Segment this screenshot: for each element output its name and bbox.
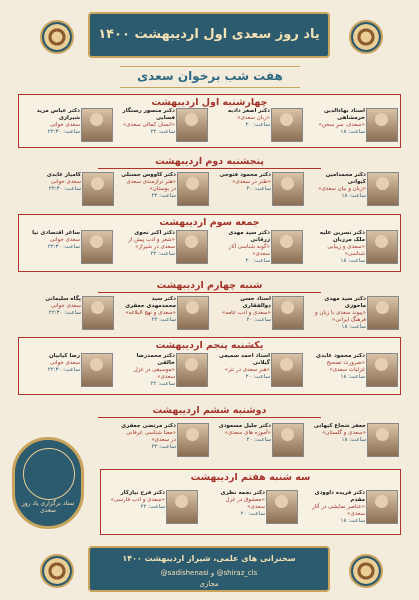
speaker-subject: سعدی خوانی — [49, 237, 80, 243]
footer-title: سخنرانی های علمی، شیراز اردیبهشت ۱۴۰۰ — [122, 554, 296, 563]
day-title: جمعه سوم اردیبهشت — [159, 217, 260, 228]
speaker-photo — [272, 423, 304, 457]
divider — [98, 168, 321, 169]
speaker-subject: «سعدی و زیبایی شناسی» — [327, 244, 365, 257]
speaker-time: ساعت: ۲۰ — [246, 437, 271, 443]
footer-mode: مجازی — [199, 580, 219, 588]
speaker-name: دکتر فرح نیازکار — [120, 490, 165, 496]
page-title: یاد روز سعدی اول اردیبهشت ۱۴۰۰ — [98, 27, 320, 42]
speaker-subject: سعدی خوانی — [49, 122, 80, 128]
speaker-name: دکتر نسرین علیه ملک مرزبان — [319, 230, 365, 243]
day-title: سه شنبه هفتم اردیبهشت — [190, 472, 311, 483]
speaker-time: ساعت: ۲۲ — [150, 381, 175, 387]
speaker-subject: «هنر سعدی در نثر» — [224, 367, 270, 373]
speaker-subject: «زبان سعدی» — [237, 115, 270, 121]
speaker-card — [25, 353, 113, 393]
speaker-subject: «هنر ترازمندی سعدی در بوستان» — [126, 179, 176, 192]
speaker-card — [120, 353, 208, 393]
speaker-name: دکتر محمود فتوحی — [219, 172, 271, 178]
speaker-card — [26, 296, 114, 336]
day-section — [18, 154, 401, 208]
footer-handles: @sadishenasi و @shiraz_cls — [160, 569, 258, 577]
speaker-photo — [81, 230, 113, 264]
speaker-subject: «سعدی و گلستان» — [321, 430, 366, 436]
speaker-photo — [271, 353, 303, 387]
speaker-time: ساعت: ۲۰ — [240, 511, 265, 517]
speaker-name: پگاه سلیمانی — [45, 296, 81, 302]
speaker-subject: «سعدی و ادب عامه» — [221, 310, 271, 316]
speaker-name: دکتر سید مهدی زرقانی — [228, 230, 270, 243]
organizer-badge — [12, 437, 84, 529]
speaker-card — [121, 296, 209, 336]
speaker-card — [311, 296, 399, 336]
speaker-subject: «آموزه های سعدی» — [224, 430, 271, 436]
speaker-photo — [272, 296, 304, 330]
ornament-icon — [40, 20, 74, 54]
speaker-card — [210, 490, 298, 530]
speaker-card — [25, 108, 113, 148]
speaker-time: ساعت: ۲۰ — [246, 317, 271, 323]
footer-banner — [88, 546, 330, 592]
speaker-subject: «سعدی، سرِ سخن» — [318, 122, 365, 128]
title-banner — [88, 12, 330, 58]
speaker-photo — [81, 353, 113, 387]
speaker-subject: «معشوق در غزل سعدی» — [225, 497, 265, 510]
speaker-name: دکتر کاووس حسنلی — [121, 172, 176, 178]
speaker-name: دکتر سید محمدمهدی جعفری — [125, 296, 176, 309]
speaker-name: دکتر محمود عابدی — [316, 353, 365, 359]
day-section — [18, 214, 401, 272]
speaker-time: ساعت: ۲۰ — [245, 122, 270, 128]
speaker-card — [121, 423, 209, 463]
speaker-subject: «پیوند سعدی با زبان و فرهنگ ایرانی» — [314, 310, 366, 323]
speaker-subject: «سعدی و ادب فارسی» — [110, 497, 165, 503]
speaker-photo — [177, 296, 209, 330]
speaker-time: ساعت: ۱۸ — [341, 193, 366, 199]
speaker-subject: «معنا شناسی عرفانی در سعدی» — [126, 430, 176, 443]
ornament-icon — [40, 554, 74, 588]
speaker-time: ساعت: ۱۸ — [340, 374, 365, 380]
speaker-card — [121, 172, 209, 212]
day-title: دوشنبه ششم اردیبهشت — [152, 405, 267, 416]
speaker-card — [26, 172, 114, 212]
speaker-subject: سعدی خوانی — [50, 179, 81, 185]
speaker-time: ساعت: ۱۸ — [340, 518, 365, 524]
speaker-time: ساعت: ۲۲ — [151, 317, 176, 323]
speaker-subject: «موسیقی در غزل سعدی» — [133, 367, 175, 380]
speaker-photo — [266, 490, 298, 524]
speaker-card — [311, 172, 399, 212]
speaker-photo — [176, 230, 208, 264]
speaker-name: دکتر اکبر نحوی — [134, 230, 175, 236]
speaker-photo — [367, 172, 399, 206]
ornament-icon — [349, 20, 383, 54]
speaker-card — [120, 108, 208, 148]
speaker-name: رضا کیانیان — [48, 353, 80, 359]
speaker-card — [216, 423, 304, 463]
speaker-photo — [81, 108, 113, 142]
speaker-name: کامیار عابدی — [46, 172, 81, 178]
badge-caption: ستاد برگزاری یاد روز سعدی — [21, 500, 75, 514]
speaker-photo — [366, 230, 398, 264]
speaker-time: ساعت: ۱۸ — [340, 129, 365, 135]
speaker-card — [216, 296, 304, 336]
day-section — [18, 278, 401, 332]
speaker-name: دکتر منصور رستگار فسایی — [122, 108, 175, 121]
speaker-card — [310, 230, 398, 270]
speaker-time: ساعت: ۲۲ — [151, 193, 176, 199]
speaker-card — [311, 423, 399, 463]
speaker-time: ساعت: ۲۲:۳۰ — [47, 367, 80, 373]
day-title: پنجشنبه دوم اردیبهشت — [155, 156, 264, 167]
speaker-photo — [176, 108, 208, 142]
speaker-time: ساعت: ۱۸ — [341, 324, 366, 330]
speaker-subject: سعدی خوانی — [50, 303, 81, 309]
speaker-photo — [82, 172, 114, 206]
speaker-name: دکتر محمدرضا خالقی — [136, 353, 175, 366]
day-section — [100, 469, 401, 535]
divider — [98, 417, 321, 418]
speaker-name: ساغر اقتصادی نیا — [32, 230, 80, 236]
speaker-photo — [177, 423, 209, 457]
speaker-subject: «گونه شناسی آثار سعدی» — [228, 244, 270, 257]
speaker-name: دکتر عباس مرید شیرازی — [36, 108, 80, 121]
speaker-subject: «زبان و بیان سعدی» — [318, 186, 366, 192]
calligraphy-logo-icon — [23, 448, 75, 500]
speaker-card — [215, 230, 303, 270]
speaker-name: دکتر فریده داوودی مقدم — [314, 490, 365, 503]
speaker-photo — [176, 353, 208, 387]
speaker-card — [310, 353, 398, 393]
speaker-photo — [177, 172, 209, 206]
speaker-name: دکتر مرتضی جعفری — [121, 423, 176, 429]
ornament-icon — [349, 554, 383, 588]
speaker-subject: «ضرورت تصحیح غزلیات سعدی» — [326, 360, 365, 373]
speaker-card — [216, 172, 304, 212]
day-section — [18, 94, 401, 148]
speaker-time: ساعت: ۲۲ — [150, 129, 175, 135]
speaker-time: ساعت: ۲۲:۳۰ — [48, 186, 81, 192]
speaker-card — [110, 490, 198, 530]
speaker-photo — [271, 230, 303, 264]
divider — [98, 292, 321, 293]
speaker-subject: «انسان کمالی سعدی» — [122, 122, 175, 128]
speaker-subject: سعدی خوانی — [49, 360, 80, 366]
speaker-name: دکتر سید مهدی ماحوزی — [324, 296, 366, 309]
day-title: چهارشنبه اول اردیبهشت — [151, 97, 268, 108]
speaker-name: دکتر جلیل مسعودی — [218, 423, 271, 429]
speaker-photo — [367, 296, 399, 330]
speaker-time: ساعت: ۲۲ — [150, 251, 175, 257]
speaker-time: ساعت: ۲۲:۳۰ — [47, 244, 80, 250]
speaker-card — [310, 108, 398, 148]
speaker-photo — [272, 172, 304, 206]
speaker-photo — [82, 296, 114, 330]
speaker-photo — [366, 490, 398, 524]
speaker-name: استاد احمد سمیعی گیلانی — [219, 353, 270, 366]
speaker-card — [215, 353, 303, 393]
subtitle: هفت شب برخوان سعدی — [120, 66, 300, 88]
speaker-photo — [366, 108, 398, 142]
day-title: یکشنبه پنجم اردیبهشت — [155, 340, 264, 351]
speaker-time: ساعت: ۲۲:۳۰ — [47, 129, 80, 135]
speaker-name: دکتر اصغر دادبه — [227, 108, 270, 114]
speaker-time: ساعت: ۲۰ — [245, 258, 270, 264]
speaker-time: ساعت: ۲۲ — [140, 504, 165, 510]
speaker-name: جعفر شجاع کیهانی — [313, 423, 366, 429]
speaker-time: ساعت: ۱۸ — [341, 437, 366, 443]
speaker-card — [25, 230, 113, 270]
speaker-time: ساعت: ۲۰ — [246, 186, 271, 192]
speaker-subject: «سعدی و نهج البلاغه» — [125, 310, 176, 316]
day-section — [18, 337, 401, 395]
speaker-name: دکتر نجمه نظری — [220, 490, 265, 496]
speaker-subject: «طنز در سعدی» — [232, 179, 271, 185]
speaker-time: ساعت: ۲۲ — [151, 444, 176, 450]
speaker-subject: «عناصر نمایشی در آثار سعدی» — [312, 504, 365, 517]
speaker-card — [215, 108, 303, 148]
speaker-time: ساعت: ۲۰ — [245, 374, 270, 380]
speaker-photo — [366, 353, 398, 387]
speaker-card — [310, 490, 398, 530]
speaker-photo — [166, 490, 198, 524]
speaker-photo — [367, 423, 399, 457]
day-title: شنبه چهارم اردیبهشت — [156, 280, 263, 291]
speaker-card — [120, 230, 208, 270]
speaker-time: ساعت: ۲۲:۳۰ — [48, 310, 81, 316]
speaker-photo — [271, 108, 303, 142]
speaker-time: ساعت: ۱۸ — [340, 258, 365, 264]
speaker-name: استاد بهاءالدین خرمشاهی — [323, 108, 365, 121]
speaker-name: استاد حسن ذوالفقاری — [240, 296, 271, 309]
speaker-name: دکتر محمدامین کیوانی — [325, 172, 366, 185]
speaker-subject: «شعر و ادب پیش از سعدی در شیراز» — [128, 237, 175, 250]
